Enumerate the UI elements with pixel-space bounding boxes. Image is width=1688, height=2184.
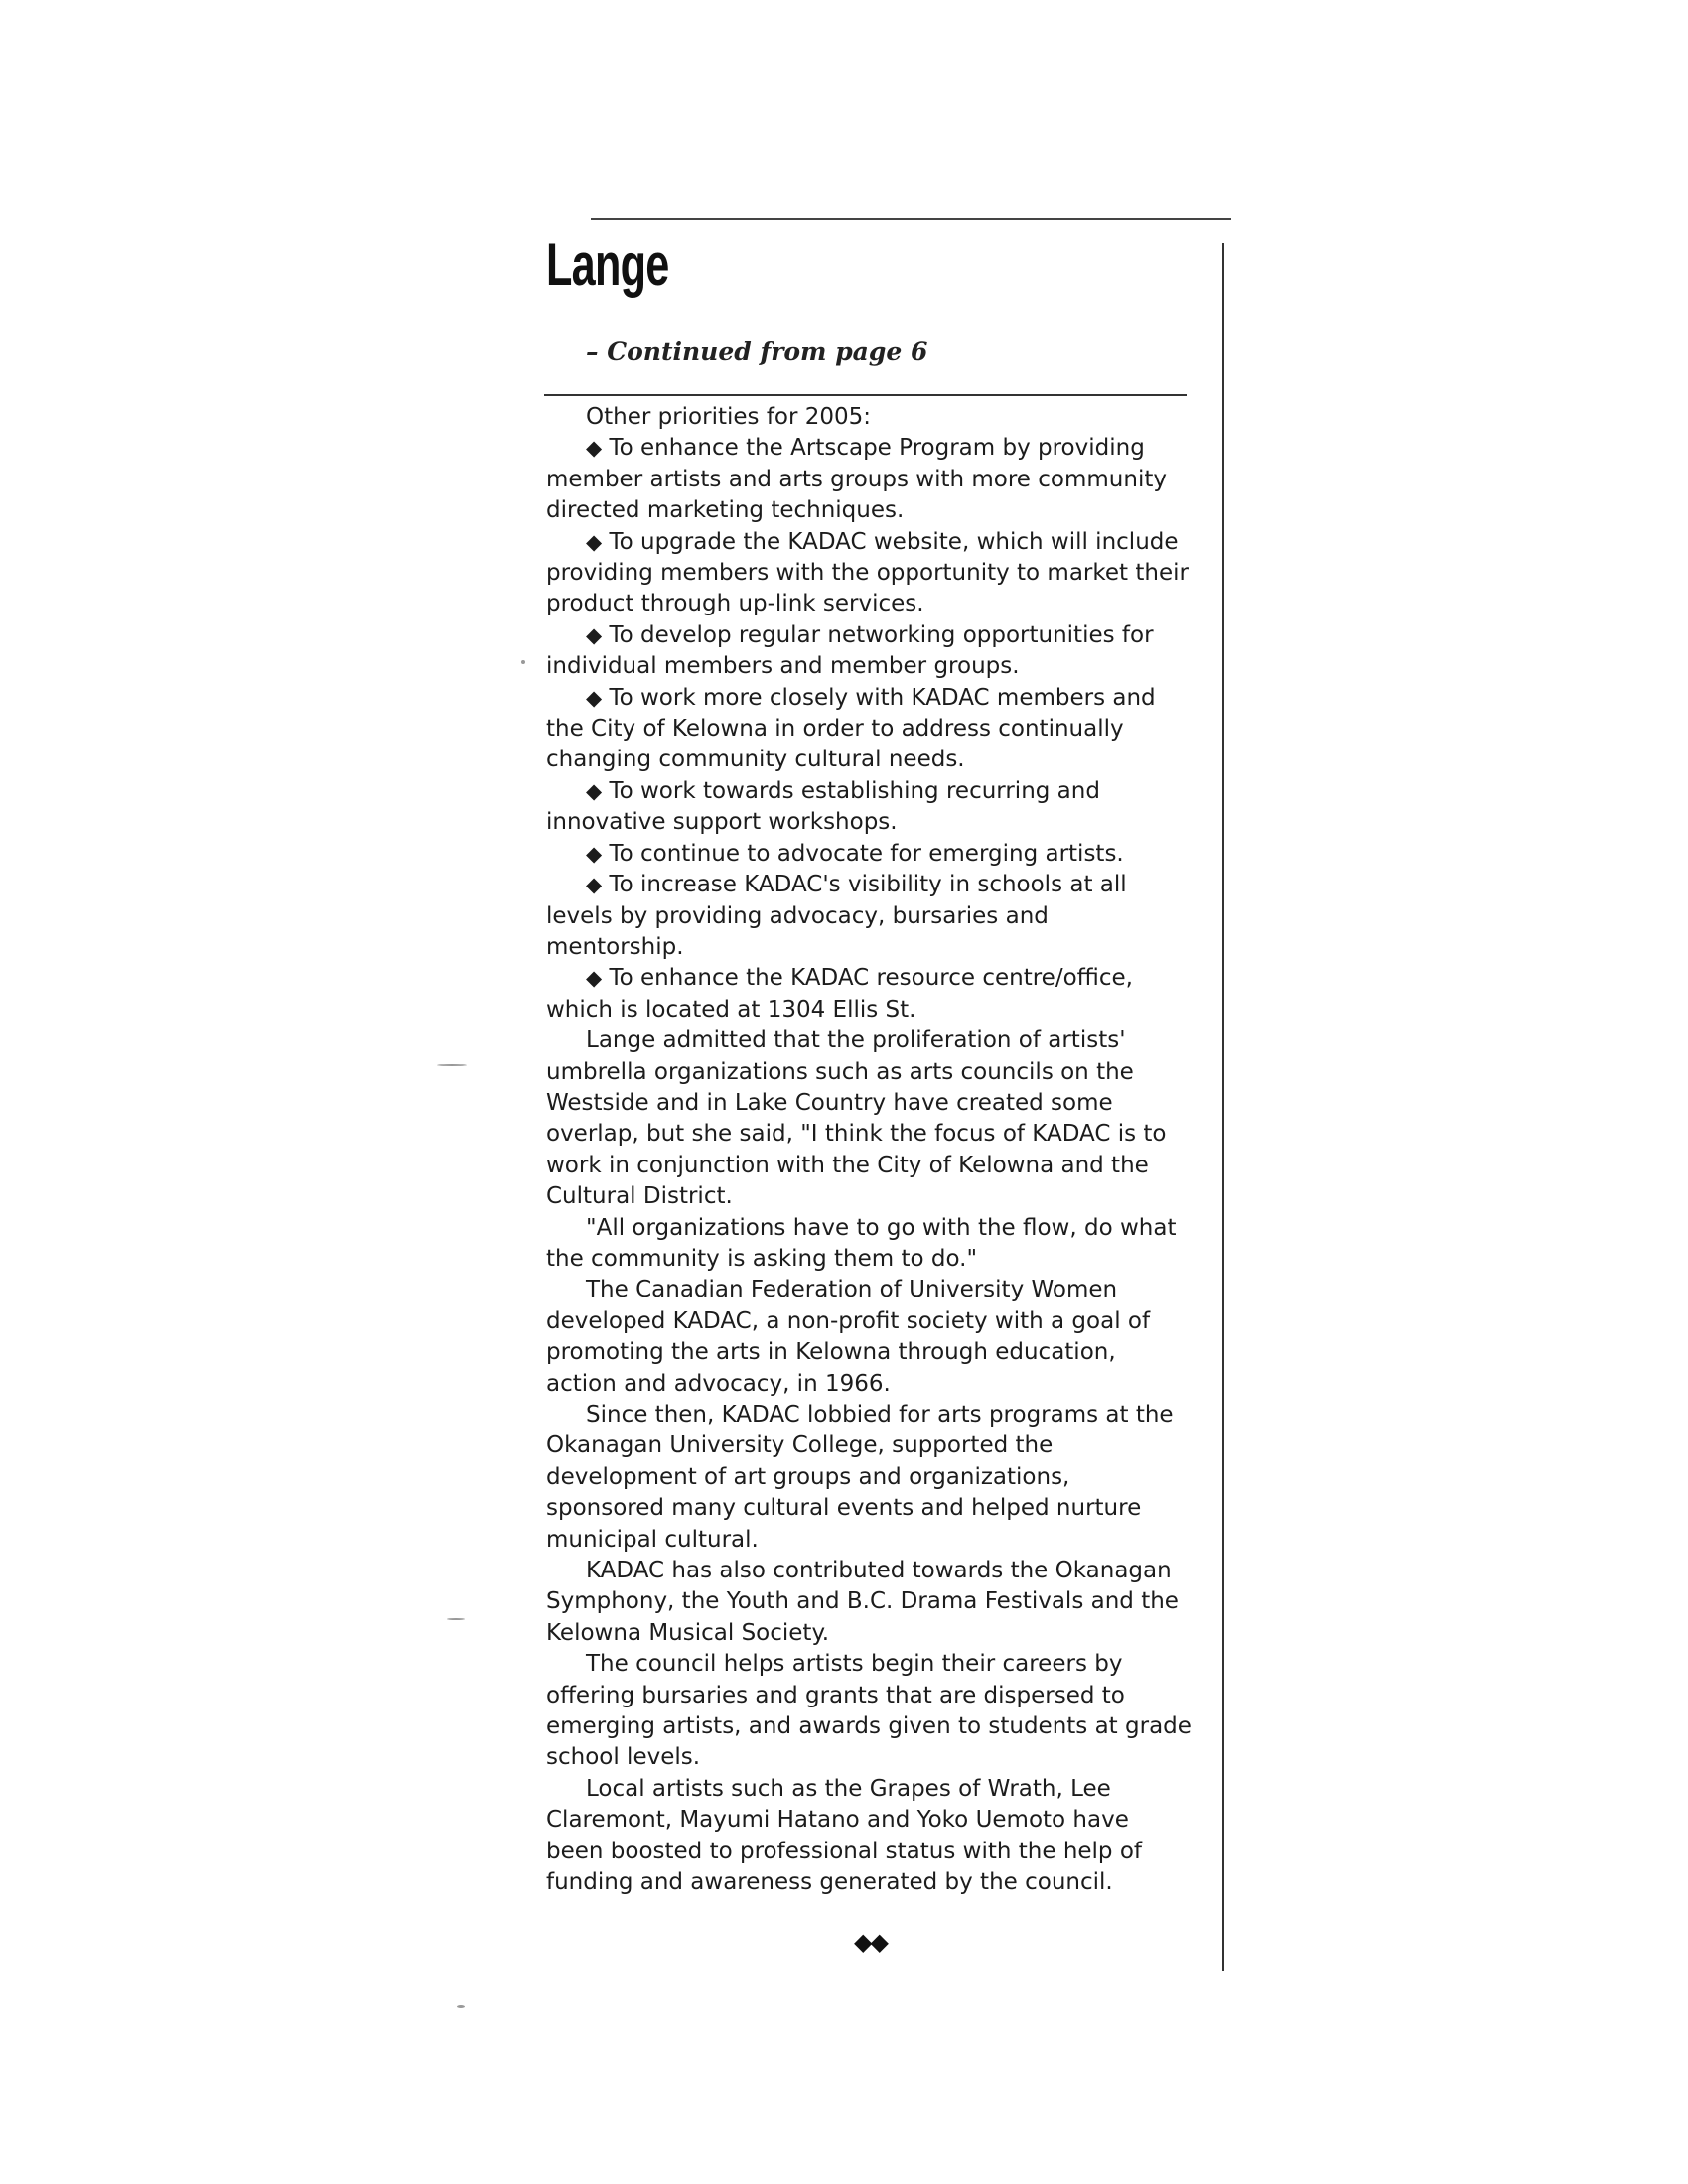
article-body (546, 402, 1192, 1899)
bullet-item (546, 683, 1192, 776)
bullet-text: To enhance the Artscape Program by providing member artists and arts groups with more community directed marketing techniques. (546, 435, 1167, 524)
diamond-bullet-icon: ◆ (586, 622, 603, 647)
diamond-bullet-icon: ◆ (586, 436, 603, 461)
body-paragraph: Since then, KADAC lobbied for arts programs at the Okanagan University College, supported the development of art groups and organizations, sponsored many cultural events and helped nurture municipal cultural. (546, 1402, 1174, 1553)
column-right-rule (1222, 243, 1224, 1971)
bullet-item (546, 839, 1192, 870)
section-rule (544, 394, 1187, 396)
bullet-text: To enhance the KADAC resource centre/office, which is located at 1304 Ellis St. (546, 965, 1133, 1023)
scan-speck (457, 2005, 465, 2008)
bullet-item (546, 620, 1192, 683)
headline: Lange (546, 231, 669, 298)
bullet-item (546, 963, 1192, 1025)
body-paragraph: Local artists such as the Grapes of Wrath, Lee Claremont, Mayumi Hatano and Yoko Uemoto have been boosted to professional status with the help of funding and awareness generated by the council. (546, 1775, 1143, 1896)
continued-from-note: – Continued from page 6 (586, 338, 928, 366)
diamond-bullet-icon: ◆ (586, 873, 603, 897)
bullet-text: To work more closely with KADAC members and the City of Kelowna in order to address continually changing community cultural needs. (546, 684, 1156, 773)
body-paragraph: "All organizations have to go with the flow, do what the community is asking them to do." (546, 1214, 1177, 1272)
body-paragraph: The Canadian Federation of University Women developed KADAC, a non-profit society with a goal of promoting the arts in Kelowna through education, action and advocacy, in 1966. (546, 1277, 1151, 1397)
scan-speck (437, 1064, 467, 1066)
diamond-bullet-icon: ◆ (586, 685, 603, 710)
bullet-text: To develop regular networking opportunities for individual members and member groups. (546, 621, 1154, 680)
scan-speck (447, 1618, 465, 1620)
bullet-item (546, 527, 1192, 620)
bullet-item (546, 776, 1192, 839)
scan-speck (521, 660, 525, 664)
top-rule (591, 218, 1231, 220)
bullet-text: To continue to advocate for emerging artists. (609, 840, 1124, 867)
diamond-bullet-icon: ◆ (586, 778, 603, 803)
bullet-item (546, 870, 1192, 963)
body-paragraph: KADAC has also contributed towards the Okanagan Symphony, the Youth and B.C. Drama Festivals and the Kelowna Musical Society. (546, 1558, 1179, 1646)
bullet-text: To increase KADAC's visibility in schools at all levels by providing advocacy, bursaries and mentorship. (546, 872, 1127, 960)
diamond-bullet-icon: ◆ (586, 841, 603, 866)
bullet-text: To work towards establishing recurring and innovative support workshops. (546, 777, 1100, 836)
end-of-article-diamonds-icon: ◆◆ (854, 1928, 887, 1956)
bullet-item (546, 433, 1192, 526)
bullet-text: To upgrade the KADAC website, which will include providing members with the opportunity to market their product through up-link services. (546, 528, 1189, 617)
body-paragraph: The council helps artists begin their careers by offering bursaries and grants that are dispersed to emerging artists, and awards given to students at grade school levels. (546, 1651, 1192, 1771)
body-paragraph: Lange admitted that the proliferation of artists' umbrella organizations such as arts councils on the Westside and in Lake Country have created some overlap, but she said, "I think the focus of KADAC is to work in conjunction with the City of Kelowna and the Cultural District. (546, 1027, 1167, 1210)
intro-paragraph: Other priorities for 2005: (586, 404, 872, 430)
diamond-bullet-icon: ◆ (586, 529, 603, 554)
diamond-bullet-icon: ◆ (586, 966, 603, 991)
